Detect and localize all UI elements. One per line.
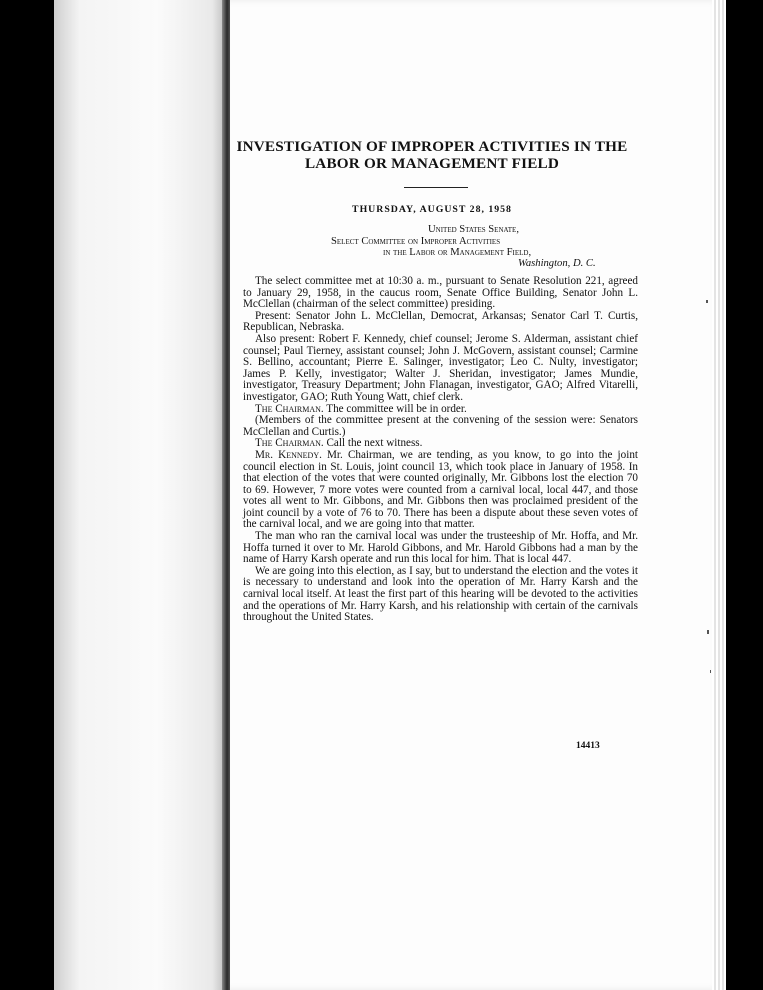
scan-speck [706,300,708,303]
address-line-3: in the Labor or Management Field, [383,247,532,258]
page-edge [712,0,726,990]
paragraph-9: We are going into this election, as I say, but to understand the election and the votes it is necessary to understand and look into the operation of Mr. Harry Karsh and the carnival local itself. At least the first part of this hearing will be devoted to the activities and the operations of Mr. Harry Karsh, and his relationship with certain of the carnivals throughout the United States. [243,564,638,624]
paragraph-3: Also present: Robert F. Kennedy, chief counsel; Jerome S. Alderman, assistant chief counsel; Paul Tierney, assistant counsel; John J. McGovern, assistant counsel; Carmine S. Bellino, accountant; Pierre E. Salinger, investigator; Leo C. Nulty, investigator; James P. Kelly, investigator; Walter J. Sheridan, investigator; James Mundie, investigator, Treasury Department; John Flanagan, investigator, GAO; Alfred Vitarelli, investigator, GAO; Ruth Young Watt, chief clerk. [243,332,638,403]
paragraph-4: The Chairman. The committee will be in order. [255,402,467,415]
hearing-date: THURSDAY, AUGUST 28, 1958 [352,204,512,215]
paragraph-7: Mr. Kennedy. Mr. Chairman, we are tending, as you know, to go into the joint council election in St. Louis, joint council 13, which took place in January of 1958. In that election of the votes that were counted originally, Mr. Gibbons lost the election 70 to 69. However, 7 more votes were counted from a carnival local, local 447, and those votes all went to Mr. Gibbons, and Mr. Gibbons then was proclaimed president of the joint council by a vote of 76 to 70. There has been a dispute about these seven votes of the carnival local, and we are going into that matter. [243,448,638,531]
page-number: 14413 [576,741,600,751]
scan-speck [707,630,709,634]
hearing-text [243,276,638,624]
speaker: The Chairman. [255,437,324,450]
paragraph-8: The man who ran the carnival local was under the trusteeship of Mr. Hoffa, and Mr. Hoffa turned it over to Mr. Harold Gibbons, and Mr. Harold Gibbons had a man by the name of Harry Karsh operate and run this local for him. That is local 447. [243,530,638,566]
paragraph-6: The Chairman. Call the next witness. [255,437,423,450]
facing-page [54,0,226,990]
paragraph-5: (Members of the committee present at the convening of the session were: Senators McClellan and Curtis.) [243,414,638,438]
paragraph-2: Present: Senator John L. McClellan, Democrat, Arkansas; Senator Carl T. Curtis, Republican, Nebraska. [243,309,638,334]
speaker: Mr. Kennedy. [255,448,322,461]
document-title: INVESTIGATION OF IMPROPER ACTIVITIES IN THE LABOR OR MANAGEMENT FIELD [236,138,628,172]
speaker: The Chairman. [255,402,324,415]
title-rule [404,187,468,188]
address-line-1: United States Senate, [428,224,519,235]
scan-speck [710,670,711,673]
paragraph-1: The select committee met at 10:30 a. m., pursuant to Senate Resolution 221, agreed to January 29, 1958, in the caucus room, Senate Office Building, Senator John L. McClellan (chairman of the select committee) presiding. [243,275,638,311]
address-line-2: Select Committee on Improper Activities [331,236,501,247]
address-line-4: Washington, D. C. [518,258,596,269]
